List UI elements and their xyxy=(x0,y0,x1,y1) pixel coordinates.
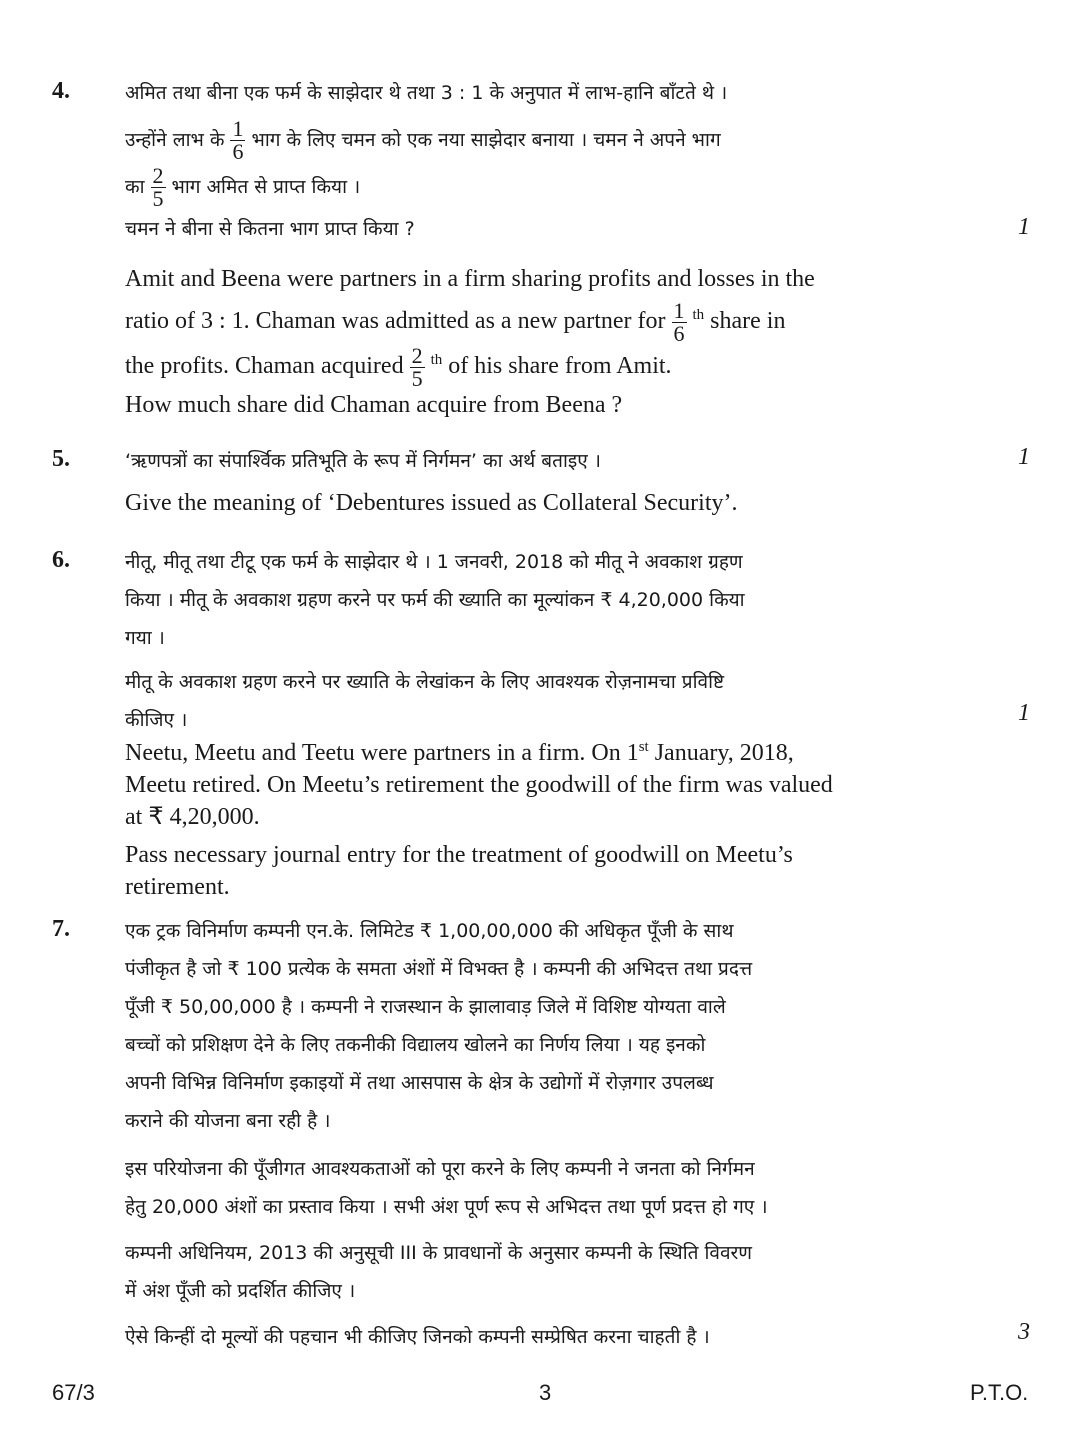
question-7-para-2 xyxy=(125,1150,980,1226)
question-number: 5. xyxy=(52,446,70,472)
fraction-numerator: 1 xyxy=(673,298,685,323)
text-run: ratio of 3 : 1. Chaman was admitted as a new partner for xyxy=(125,308,666,335)
question-5-english xyxy=(125,482,980,524)
marks: 3 xyxy=(1018,1319,1030,1345)
question-4-english xyxy=(125,258,980,426)
english-line xyxy=(125,737,980,769)
hindi-line: इस परियोजना की पूँजीगत आवश्यकताओं को पूरा करने के लिए कम्पनी ने जनता को निर्गमन xyxy=(125,1158,755,1180)
english-line: at ₹ 4,20,000. xyxy=(125,804,260,830)
question-number: 7. xyxy=(52,916,70,942)
hindi-line: मीतू के अवकाश ग्रहण करने पर ख्याति के लेखांकन के लिए आवश्यक रोज़नामचा प्रविष्टि xyxy=(125,671,725,693)
fraction-one-sixth xyxy=(230,118,245,163)
hindi-line xyxy=(125,165,980,210)
hindi-line: ‘ऋणपत्रों का संपार्श्विक प्रतिभूति के रूप में निर्गमन’ का अर्थ बताइए । xyxy=(125,450,601,472)
page-number: 3 xyxy=(539,1380,552,1405)
marks: 1 xyxy=(1018,700,1030,726)
english-line: Pass necessary journal entry for the treatment of goodwill on Meetu’s xyxy=(125,842,793,868)
english-line: retirement. xyxy=(125,874,230,900)
text-run: उन्होंने लाभ के xyxy=(125,129,225,151)
english-line xyxy=(125,300,980,345)
question-7-para-3 xyxy=(125,1234,980,1310)
hindi-line: बच्चों को प्रशिक्षण देने के लिए तकनीकी विद्यालय खोलने का निर्णय लिया । यह इनको xyxy=(125,1034,706,1056)
question-number: 6. xyxy=(52,547,70,573)
question-number: 4. xyxy=(52,78,70,104)
text-run: the profits. Chaman acquired xyxy=(125,353,404,380)
fraction-numerator: 1 xyxy=(232,116,244,141)
fraction-one-sixth xyxy=(672,300,687,345)
english-line: Amit and Beena were partners in a firm sharing profits and losses in the xyxy=(125,266,815,292)
marks: 1 xyxy=(1018,444,1030,470)
hindi-line: अमित तथा बीना एक फर्म के साझेदार थे तथा 3 : 1 के अनुपात में लाभ-हानि बाँटते थे । xyxy=(125,82,728,104)
hindi-line: नीतू, मीतू तथा टीटू एक फर्म के साझेदार थे । 1 जनवरी, 2018 को मीतू ने अवकाश ग्रहण xyxy=(125,551,743,573)
hindi-line: पूँजी ₹ 50,00,000 है । कम्पनी ने राजस्थान के झालावाड़ जिले में विशिष्ट योग्यता वाले xyxy=(125,996,726,1018)
hindi-line: में अंश पूँजी को प्रदर्शित कीजिए । xyxy=(125,1280,356,1302)
text-run: January, 2018, xyxy=(648,740,794,766)
question-7-para-1 xyxy=(125,912,980,1140)
hindi-line: चमन ने बीना से कितना भाग प्राप्त किया ? xyxy=(125,218,415,240)
text-run: भाग अमित से प्राप्त किया । xyxy=(171,176,361,198)
text-run: भाग के लिए चमन को एक नया साझेदार बनाया । चमन ने अपने भाग xyxy=(251,129,721,151)
text-run: Neetu, Meetu and Teetu were partners in a firm. On 1 xyxy=(125,740,639,766)
superscript: st xyxy=(638,739,649,755)
hindi-line: ऐसे किन्हीं दो मूल्यों की पहचान भी कीजिए जिनको कम्पनी सम्प्रेषित करना चाहती है । xyxy=(125,1326,710,1348)
text-run: of his share from Amit. xyxy=(448,353,672,380)
paper-code: 67/3 xyxy=(52,1380,95,1405)
question-6-english xyxy=(125,737,980,903)
text-run: share in xyxy=(710,308,786,335)
question-5-hindi xyxy=(125,442,980,480)
hindi-line: कराने की योजना बना रही है । xyxy=(125,1110,331,1132)
marks: 1 xyxy=(1018,214,1030,240)
hindi-line: एक ट्रक विनिर्माण कम्पनी एन.के. लिमिटेड ₹ 1,00,00,000 की अधिकृत पूँजी के साथ xyxy=(125,920,734,942)
english-line: Give the meaning of ‘Debentures issued as Collateral Security’. xyxy=(125,490,738,516)
fraction-numerator: 2 xyxy=(152,163,164,188)
please-turn-over: P.T.O. xyxy=(970,1380,1029,1405)
fraction-numerator: 2 xyxy=(411,343,423,368)
hindi-line: गया । xyxy=(125,627,165,649)
hindi-line xyxy=(125,118,980,163)
fraction-two-fifths xyxy=(151,165,166,210)
text-run: का xyxy=(125,176,145,198)
question-7-para-4 xyxy=(125,1318,980,1356)
hindi-line: हेतु 20,000 अंशों का प्रस्ताव किया । सभी अंश पूर्ण रूप से अभिदत्त तथा पूर्ण प्रदत्त हो गए । xyxy=(125,1196,768,1218)
fraction-denominator: 5 xyxy=(152,186,164,211)
hindi-line: पंजीकृत है जो ₹ 100 प्रत्येक के समता अंशों में विभक्त है । कम्पनी की अभिदत्त तथा प्रदत्त xyxy=(125,958,753,980)
question-4-hindi xyxy=(125,74,980,248)
hindi-line: किया । मीतू के अवकाश ग्रहण करने पर फर्म की ख्याति का मूल्यांकन ₹ 4,20,000 किया xyxy=(125,589,745,611)
hindi-line: कीजिए । xyxy=(125,709,188,731)
question-6-hindi xyxy=(125,543,980,739)
fraction-denominator: 5 xyxy=(411,366,423,391)
hindi-line: अपनी विभिन्न विनिर्माण इकाइयों में तथा आसपास के क्षेत्र के उद्योगों में रोज़गार उपलब्ध xyxy=(125,1072,714,1094)
hindi-line: कम्पनी अधिनियम, 2013 की अनुसूची III के प्रावधानों के अनुसार कम्पनी के स्थिति विवरण xyxy=(125,1242,753,1264)
superscript: th xyxy=(692,307,705,324)
fraction-denominator: 6 xyxy=(232,139,244,164)
fraction-denominator: 6 xyxy=(673,321,685,346)
superscript: th xyxy=(430,352,443,369)
english-line: How much share did Chaman acquire from Beena ? xyxy=(125,392,623,418)
english-line: Meetu retired. On Meetu’s retirement the goodwill of the firm was valued xyxy=(125,772,833,798)
